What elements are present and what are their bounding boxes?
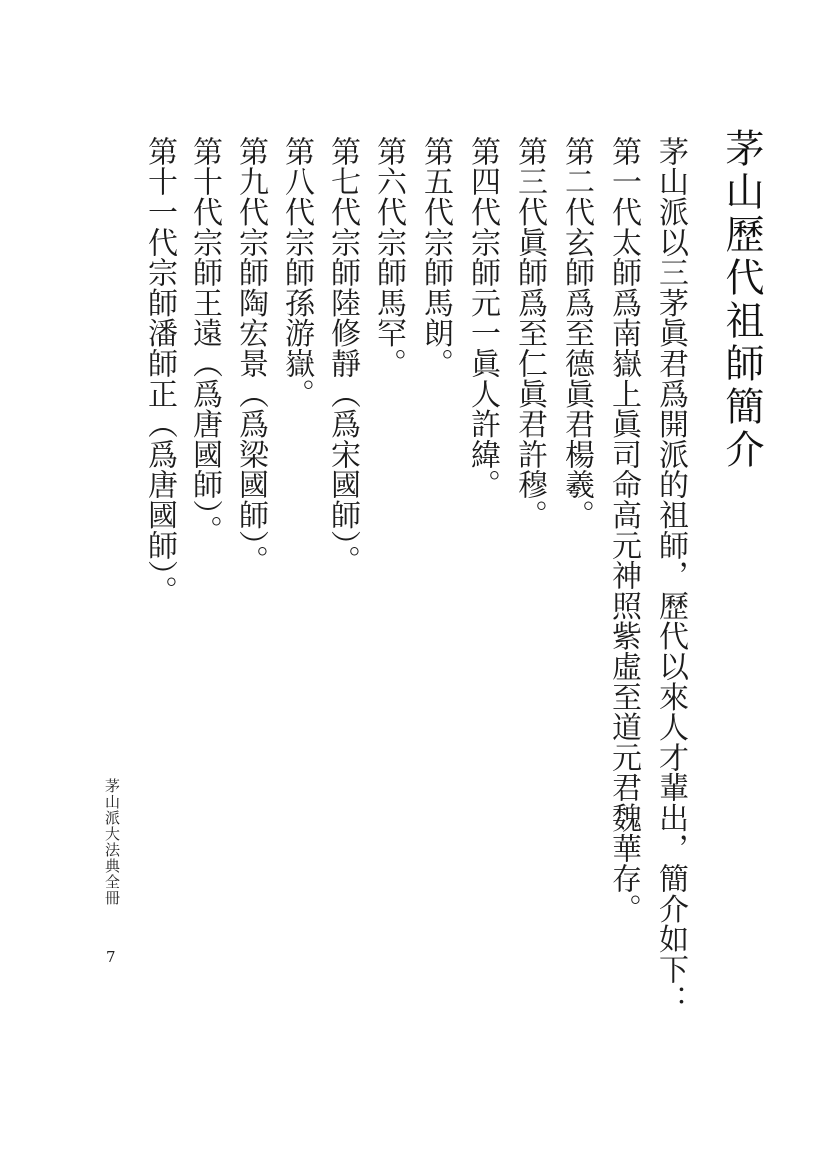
text-line-gen-7: 第七代宗師陸修靜（爲宋國師）。 <box>325 136 360 576</box>
text-line-gen-8: 第八代宗師孫游嶽。 <box>279 136 314 409</box>
text-line-gen-11: 第十一代宗師潘師正（爲唐國師）。 <box>142 136 177 606</box>
text-line-gen-9: 第九代宗師陶宏景（爲梁國師）。 <box>233 136 268 576</box>
page-number: 7 <box>106 948 116 966</box>
page-title: 茅山歷代祖師簡介 <box>719 128 764 472</box>
text-line-gen-5: 第五代宗師馬朗。 <box>418 136 453 379</box>
text-line-gen-3: 第三代眞師爲至仁眞君許穆。 <box>512 136 547 530</box>
footer-book-title: 茅山派大法典全冊 <box>103 778 121 906</box>
text-line-gen-10: 第十代宗師王遠（爲唐國師）。 <box>187 136 222 546</box>
text-line-intro: 茅山派以三茅眞君爲開派的祖師，歷代以來人才輩出，簡介如下： <box>653 136 688 1015</box>
text-line-gen-1: 第一代太師爲南嶽上眞司命高元神照紫虛至道元君魏華存。 <box>606 136 641 924</box>
text-line-gen-6: 第六代宗師馬罕。 <box>371 136 406 379</box>
text-line-gen-2: 第二代玄師爲至德眞君楊羲。 <box>559 136 594 530</box>
text-line-gen-4: 第四代宗師元一眞人許緯。 <box>465 136 500 500</box>
